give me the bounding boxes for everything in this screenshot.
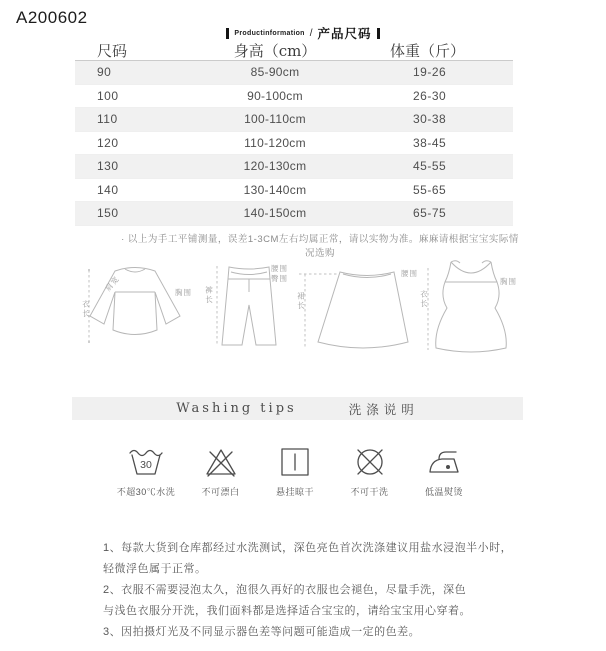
cell-height: 85-90cm [250, 65, 300, 80]
cell-size: 150 [97, 206, 119, 221]
cell-weight: 65-75 [413, 206, 447, 221]
washing-icon-label: 悬挂晾干 [275, 487, 314, 497]
cell-size: 100 [97, 88, 119, 103]
shirt-line-art-icon [82, 258, 197, 354]
shirt-measure-diagram [82, 258, 197, 354]
col-header-size: 尺码 [97, 42, 128, 60]
cell-height: 120-130cm [243, 159, 307, 174]
size-table [75, 60, 513, 226]
washing-icon-label: 不可漂白 [201, 487, 240, 497]
pants-measure-diagram [203, 258, 295, 350]
col-header-weight: 体重（斤） [390, 42, 466, 60]
washing-tips-banner [72, 397, 523, 420]
low-temp-iron-icon [425, 443, 463, 479]
table-row [75, 132, 513, 156]
cell-height: 140-150cm [243, 206, 307, 221]
svg-text:30: 30 [140, 459, 152, 471]
cell-weight: 45-55 [413, 159, 447, 174]
washing-icons-row [112, 443, 478, 498]
skirt-line-art-icon [297, 262, 417, 354]
table-row [75, 155, 513, 179]
no-bleach-icon [202, 443, 240, 479]
cell-weight: 30-38 [413, 112, 447, 127]
cell-height: 130-140cm [243, 182, 307, 197]
size-table-column-headers [75, 40, 513, 60]
cell-height: 90-100cm [247, 88, 303, 103]
skirt-waist-label: 腰围 [401, 269, 418, 278]
cell-size: 90 [97, 65, 112, 80]
care-note-line: 3、因拍摄灯光及不同显示器色差等问题可能造成一定的色差。 [103, 626, 421, 638]
dress-chest-label: 胸围 [500, 277, 517, 286]
hand-wash-30-icon [127, 443, 165, 479]
cell-height: 110-120cm [244, 135, 306, 150]
shirt-shoulder-label: 肩宽 [103, 274, 122, 293]
measurement-note: · 以上为手工平铺测量，误差1-3CM左右均属正常，请以实物为准。麻麻请根据宝宝实际情况选购 [121, 234, 519, 259]
care-note-line: 1、每款大货到仓库都经过水洗测试，深色亮色首次洗涤建议用盐水浸泡半小时， [103, 542, 513, 554]
table-row [75, 61, 513, 85]
care-notes [103, 538, 533, 643]
table-row [75, 179, 513, 203]
washing-icon-item [187, 443, 255, 498]
washing-icon-item [336, 443, 404, 498]
cell-size: 130 [97, 159, 119, 174]
hang-dry-icon [276, 443, 314, 479]
header-right-bar-icon [377, 28, 380, 39]
cell-size: 120 [97, 135, 119, 150]
pants-waist-label: 腰围 [271, 264, 288, 273]
skirt-measure-diagram [297, 262, 417, 354]
col-header-height: 身高（cm） [233, 42, 317, 60]
cell-size: 140 [97, 182, 119, 197]
care-note-line: 与浅色衣服分开洗，我们面料都是选择适合宝宝的，请给宝宝用心穿着。 [103, 605, 471, 617]
pants-length-label: 裤长 [204, 286, 214, 305]
table-row [75, 85, 513, 109]
skirt-length-label: 裙长 [296, 292, 306, 311]
dress-measure-diagram [420, 256, 523, 354]
dress-length-label: 衣长 [419, 290, 429, 309]
washing-icon-item [410, 443, 478, 498]
section-header-separator: / [309, 27, 313, 39]
care-note-line: 2、衣服不需要浸泡太久，泡很久再好的衣服也会褪色，尽量手洗，深色 [103, 584, 467, 596]
washing-icon-item [112, 443, 180, 498]
section-header-en: Productinformation [234, 29, 305, 37]
table-row [75, 202, 513, 226]
cell-size: 110 [97, 112, 118, 127]
washing-icon-label: 低温熨烫 [424, 487, 463, 497]
cell-weight: 55-65 [413, 182, 447, 197]
header-left-bar-icon [226, 28, 229, 39]
section-header-title: 产品尺码 [317, 27, 372, 41]
washing-icon-label: 不超30℃水洗 [116, 487, 176, 497]
care-note-line: 轻微浮色属于正常。 [103, 563, 207, 575]
washing-icon-item [261, 443, 329, 498]
washing-title-en: Washing tips [176, 401, 297, 416]
product-code: A200602 [16, 8, 88, 27]
shirt-chest-label: 胸围 [175, 288, 192, 297]
table-row [75, 108, 513, 132]
washing-title-zh: 洗涤说明 [348, 402, 419, 417]
cell-weight: 19-26 [413, 65, 447, 80]
no-dry-clean-icon [351, 443, 389, 479]
washing-icon-label: 不可干洗 [350, 487, 389, 497]
cell-height: 100-110cm [244, 112, 306, 127]
shirt-length-label: 衣长 [81, 300, 91, 319]
pants-hip-label: 臀围 [271, 274, 288, 283]
dress-line-art-icon [420, 256, 523, 354]
cell-weight: 38-45 [413, 135, 447, 150]
cell-weight: 26-30 [413, 88, 447, 103]
